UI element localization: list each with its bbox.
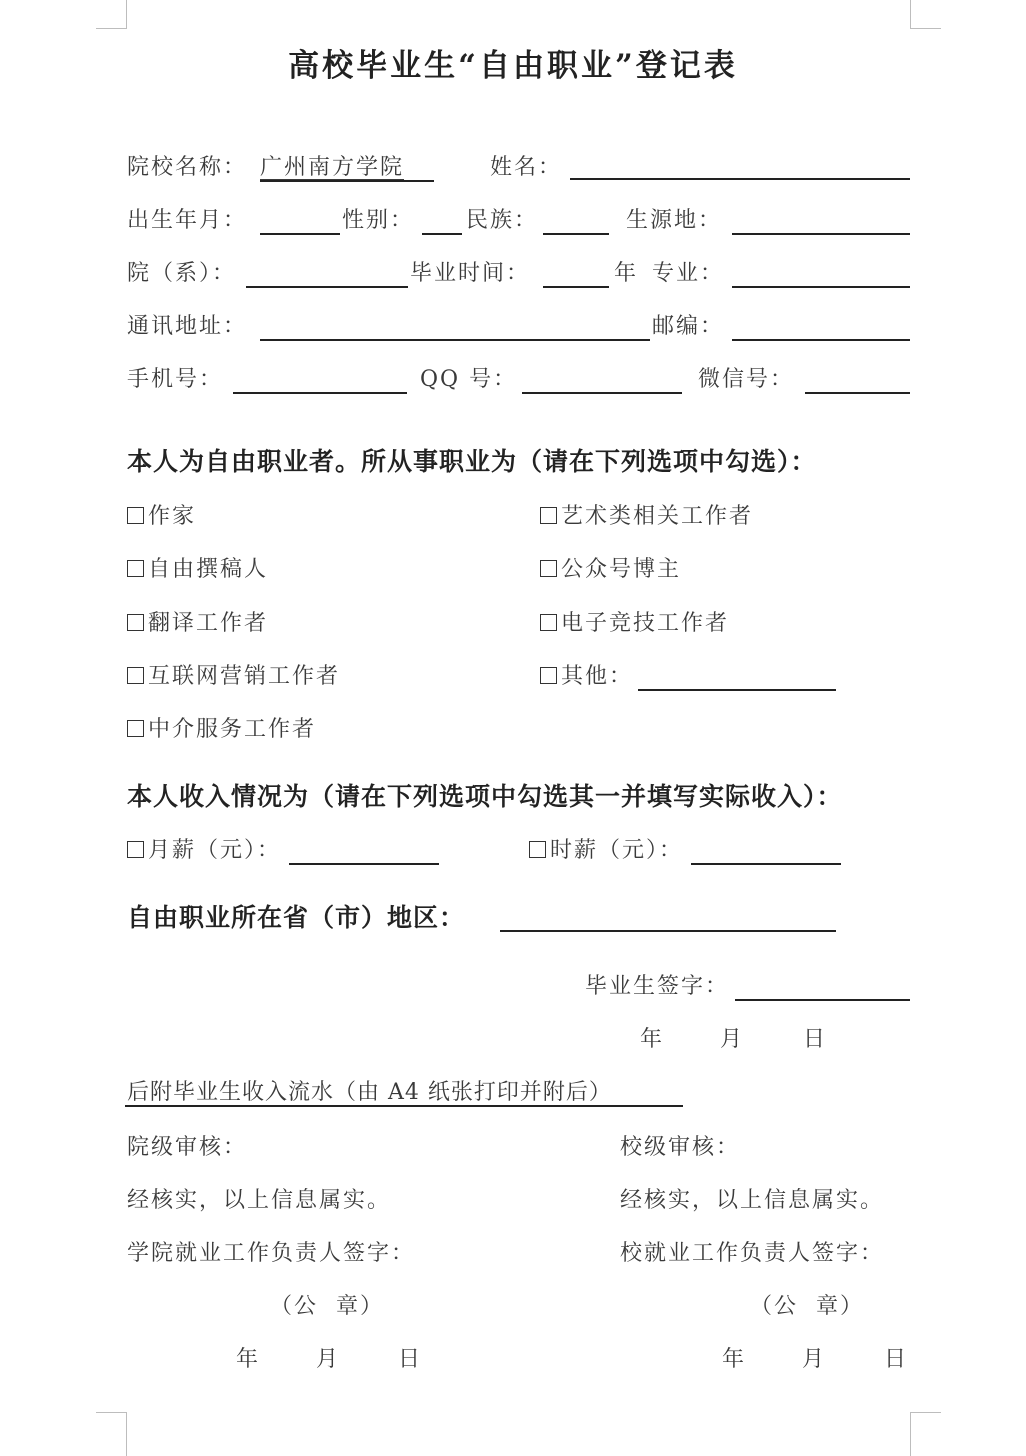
- occupation-option[interactable]: [127, 663, 340, 691]
- origin-label: 生源地：: [626, 208, 723, 233]
- crop-mark-top-right-v: [910, 0, 911, 28]
- checkbox[interactable]: [540, 614, 557, 631]
- school-label: 院校名称：: [127, 155, 248, 180]
- school-review-signer: 校就业工作负责人签字：: [620, 1241, 885, 1266]
- school-review-day: 日: [884, 1347, 909, 1372]
- checkbox[interactable]: [127, 507, 144, 524]
- income-heading: 本人收入情况为（请在下列选项中勾选其一并填写实际收入）：: [127, 782, 843, 811]
- attachment-note: 后附毕业生收入流水（由 A4 纸张打印并附后）: [127, 1080, 612, 1105]
- crop-mark-bottom-left-h: [96, 1412, 127, 1413]
- college-review-month: 月: [316, 1347, 341, 1372]
- option-label: 月薪（元）：: [148, 838, 282, 863]
- attachment-note-underline: [125, 1105, 683, 1107]
- grad-year-field[interactable]: [543, 286, 609, 288]
- option-label: 翻译工作者: [148, 611, 269, 636]
- option-label: 互联网营销工作者: [148, 664, 341, 689]
- school-value-underline: [260, 180, 434, 182]
- hourly-income-field[interactable]: [691, 863, 841, 865]
- major-field[interactable]: [732, 286, 910, 288]
- checkbox[interactable]: [127, 667, 144, 684]
- form-title: 高校毕业生“自由职业”登记表: [288, 48, 738, 84]
- signature-day: 日: [803, 1027, 828, 1052]
- region-label: 自由职业所在省（市）地区：: [127, 903, 466, 932]
- option-label: 时薪（元）：: [550, 838, 684, 863]
- gender-label: 性别：: [342, 208, 415, 233]
- college-review-signer: 学院就业工作负责人签字：: [127, 1241, 416, 1266]
- occupation-option-other[interactable]: [540, 663, 633, 691]
- option-label: 其他：: [561, 664, 634, 689]
- checkbox[interactable]: [127, 841, 144, 858]
- college-seal: （公 章）: [270, 1294, 384, 1319]
- phone-label: 手机号：: [127, 367, 224, 392]
- origin-field[interactable]: [732, 233, 910, 235]
- school-value[interactable]: 广州南方学院: [260, 155, 405, 180]
- checkbox[interactable]: [127, 720, 144, 737]
- school-review-year: 年: [722, 1347, 747, 1372]
- occupation-option[interactable]: [127, 716, 316, 744]
- qq-label: QQ 号：: [420, 367, 518, 392]
- ethnicity-field[interactable]: [543, 233, 609, 235]
- signature-month: 月: [720, 1027, 745, 1052]
- option-label: 艺术类相关工作者: [561, 504, 754, 529]
- checkbox[interactable]: [127, 560, 144, 577]
- occupation-option[interactable]: [127, 610, 268, 638]
- college-review-verified: 经核实，以上信息属实。: [127, 1188, 392, 1213]
- checkbox[interactable]: [529, 841, 546, 858]
- phone-field[interactable]: [233, 392, 407, 394]
- dept-label: 院（系）：: [127, 261, 237, 286]
- occupation-option[interactable]: [540, 556, 681, 584]
- occupation-heading: 本人为自由职业者。所从事职业为（请在下列选项中勾选）：: [127, 447, 817, 476]
- monthly-income-field[interactable]: [289, 863, 439, 865]
- option-label: 自由撰稿人: [148, 557, 269, 582]
- school-seal: （公 章）: [750, 1294, 864, 1319]
- college-review-year: 年: [236, 1347, 261, 1372]
- occupation-option[interactable]: [540, 503, 753, 531]
- option-label: 中介服务工作者: [148, 717, 317, 742]
- name-field[interactable]: [570, 178, 910, 180]
- option-label: 作家: [148, 504, 197, 529]
- crop-mark-bottom-right-v: [910, 1412, 911, 1456]
- college-review-day: 日: [398, 1347, 423, 1372]
- dept-field[interactable]: [246, 286, 408, 288]
- crop-mark-bottom-right-h: [910, 1412, 941, 1413]
- school-review-month: 月: [802, 1347, 827, 1372]
- major-label: 专业：: [652, 261, 725, 286]
- occupation-option[interactable]: [540, 610, 729, 638]
- qq-field[interactable]: [522, 392, 682, 394]
- graduate-signature-field[interactable]: [735, 999, 910, 1001]
- college-review-title: 院级审核：: [127, 1135, 248, 1160]
- school-review-verified: 经核实，以上信息属实。: [620, 1188, 885, 1213]
- checkbox[interactable]: [540, 507, 557, 524]
- option-label: 公众号博主: [561, 557, 682, 582]
- birth-label: 出生年月：: [127, 208, 248, 233]
- other-occupation-field[interactable]: [638, 689, 836, 691]
- zip-field[interactable]: [732, 339, 910, 341]
- crop-mark-top-right-h: [910, 28, 941, 29]
- birth-field[interactable]: [260, 233, 340, 235]
- monthly-income-option[interactable]: [127, 837, 281, 865]
- address-field[interactable]: [260, 339, 650, 341]
- zip-label: 邮编：: [652, 314, 725, 339]
- wechat-label: 微信号：: [698, 367, 795, 392]
- ethnicity-label: 民族：: [466, 208, 539, 233]
- checkbox[interactable]: [127, 614, 144, 631]
- school-review-title: 校级审核：: [620, 1135, 741, 1160]
- gender-field[interactable]: [422, 233, 462, 235]
- occupation-option[interactable]: [127, 503, 196, 531]
- checkbox[interactable]: [540, 560, 557, 577]
- signature-year: 年: [640, 1027, 665, 1052]
- hourly-income-option[interactable]: [529, 837, 683, 865]
- option-label: 电子竞技工作者: [561, 611, 730, 636]
- year-unit-label: 年: [614, 261, 639, 286]
- region-field[interactable]: [500, 930, 836, 932]
- checkbox[interactable]: [540, 667, 557, 684]
- grad-time-label: 毕业时间：: [410, 261, 531, 286]
- occupation-option[interactable]: [127, 556, 268, 584]
- crop-mark-bottom-left-v: [126, 1412, 127, 1456]
- graduate-signature-label: 毕业生签字：: [585, 974, 730, 999]
- crop-mark-top-left-h: [96, 28, 127, 29]
- crop-mark-top-left-v: [126, 0, 127, 28]
- wechat-field[interactable]: [805, 392, 910, 394]
- address-label: 通讯地址：: [127, 314, 248, 339]
- name-label: 姓名：: [490, 155, 563, 180]
